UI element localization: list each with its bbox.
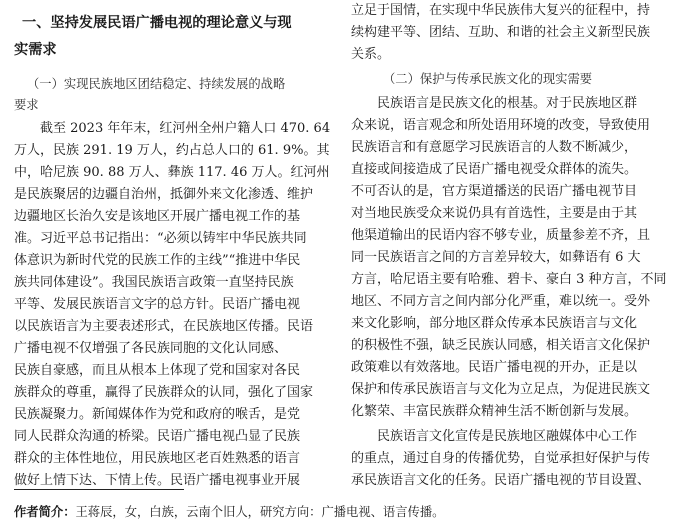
section-heading-line-1: 一、坚持发展民语广播电视的理论意义与现 [22,15,292,31]
author-footnote [14,502,444,520]
continuation-line: 关系。 [351,47,391,62]
paragraph-line: 做好上情下达、下情上传。民语广播电视事业开展 [14,473,301,488]
paragraph-line: 同人民群众沟通的桥梁。民语广播电视凸显了民族 [14,429,301,444]
footnote-text: 王蒋辰，女，白族，云南个旧人，研究方向：广播电视、语言传播。 [75,505,445,519]
paragraph-line: 化繁荣、丰富民族群众精神生活不断创新与发展。 [351,404,638,419]
section-heading-line-2: 实需求 [14,42,57,58]
continuation-line: 立足于国情，在实现中华民族伟大复兴的征程中，持 [351,3,651,18]
footnote-divider [14,489,184,490]
paragraph-line: 民族语言是民族文化的根基。对于民族地区群 [377,96,638,111]
paragraph-line: 截至 2023 年年末，红河州全州户籍人口 470. 64 [40,121,331,136]
subheading-line-2: 要求 [14,98,39,112]
paragraph-line: 方言，哈尼语主要有哈雅、碧卡、豪白 3 种方言，不同 [351,272,667,287]
paragraph-line: 群众的主体性地位，用民族地区老百姓熟悉的语言 [14,451,301,466]
paragraph-line: 民族自豪感，而且从根本上体现了党和国家对各民 [14,363,301,378]
paragraph-line: 保护和传承民族语言与文化为立足点，为促进民族文 [351,382,651,397]
paragraph-line: 民族凝聚力。新闻媒体作为党和政府的喉舌，是党 [14,407,301,422]
paragraph-line: 万人，民族 291. 19 万人，约占总人口的 61. 9%。其 [14,143,330,158]
paragraph-line: 边疆地区长治久安是该地区开展广播电视工作的基 [14,209,301,224]
paragraph-line: 同一民族语言之间的方言差异较大，如彝语有 6 大 [351,250,641,265]
paragraph-line: 直接或间接造成了民语广播电视受众群体的流失。 [351,162,638,177]
paragraph-line: 承民族语言文化的任务。民语广播电视的节目设置、 [351,473,651,488]
paragraph-line: 广播电视不仅增强了各民族同胞的文化认同感、 [14,341,288,356]
paragraph-line: 他渠道输出的民语内容不够专业，质量参差不齐，且 [351,228,651,243]
subheading-line-1: （一）实现民族地区团结稳定、持续发展的战略 [27,77,286,91]
paragraph-line: 平等、发展民族语言文字的总方针。民语广播电视 [14,297,301,312]
paragraph-line: 中，哈尼族 90. 88 万人、彝族 117. 46 万人。红河州 [14,165,330,180]
footnote-label: 作者简介： [14,505,76,519]
paragraph-line: 不可否认的是，官方渠道播送的民语广播电视节目 [351,184,638,199]
continuation-line: 续构建平等、团结、互助、和谐的社会主义新型民族 [351,25,651,40]
paragraph-line: 民族语言和有意愿学习民族语言的人数不断减少， [351,140,638,155]
paragraph-line: 的重点，通过自身的传播优势，自觉承担好保护与传 [351,451,651,466]
paragraph-line: 准。习近平总书记指出：“必须以铸牢中华民族共同 [14,231,307,246]
subsection-heading: （二）保护与传承民族文化的现实需要 [383,72,593,86]
paragraph-line: 地区、不同方言之间内部分化严重，难以统一。受外 [351,294,651,309]
paragraph-line: 族群众的尊重，赢得了民族群众的认同，强化了国家 [14,385,314,400]
paragraph-line: 是民族聚居的边疆自治州，抵御外来文化渗透、维护 [14,187,314,202]
paragraph-line: 众来说，语言观念和所处语用环境的改变，导致使用 [351,118,651,133]
paragraph-line: 的积极性不强，缺乏民族认同感，相关语言文化保护 [351,338,651,353]
paragraph-line: 对当地民族受众来说仍具有首选性，主要是由于其 [351,206,638,221]
paragraph-line: 来文化影响，部分地区群众传承本民族语言与文化 [351,316,638,331]
paragraph-line: 政策难以有效落地。民语广播电视的开办，正是以 [351,360,638,375]
paragraph-line: 以民族语言为主要表述形式，在民族地区传播。民语 [14,319,314,334]
paragraph-line: 族共同体建设”。我国民族语言政策一直坚持民族 [14,275,294,290]
paragraph-line: 体意识为新时代党的民族工作的主线”“推进中华民 [14,253,301,268]
paragraph-line: 民族语言文化宣传是民族地区融媒体中心工作 [377,429,638,444]
